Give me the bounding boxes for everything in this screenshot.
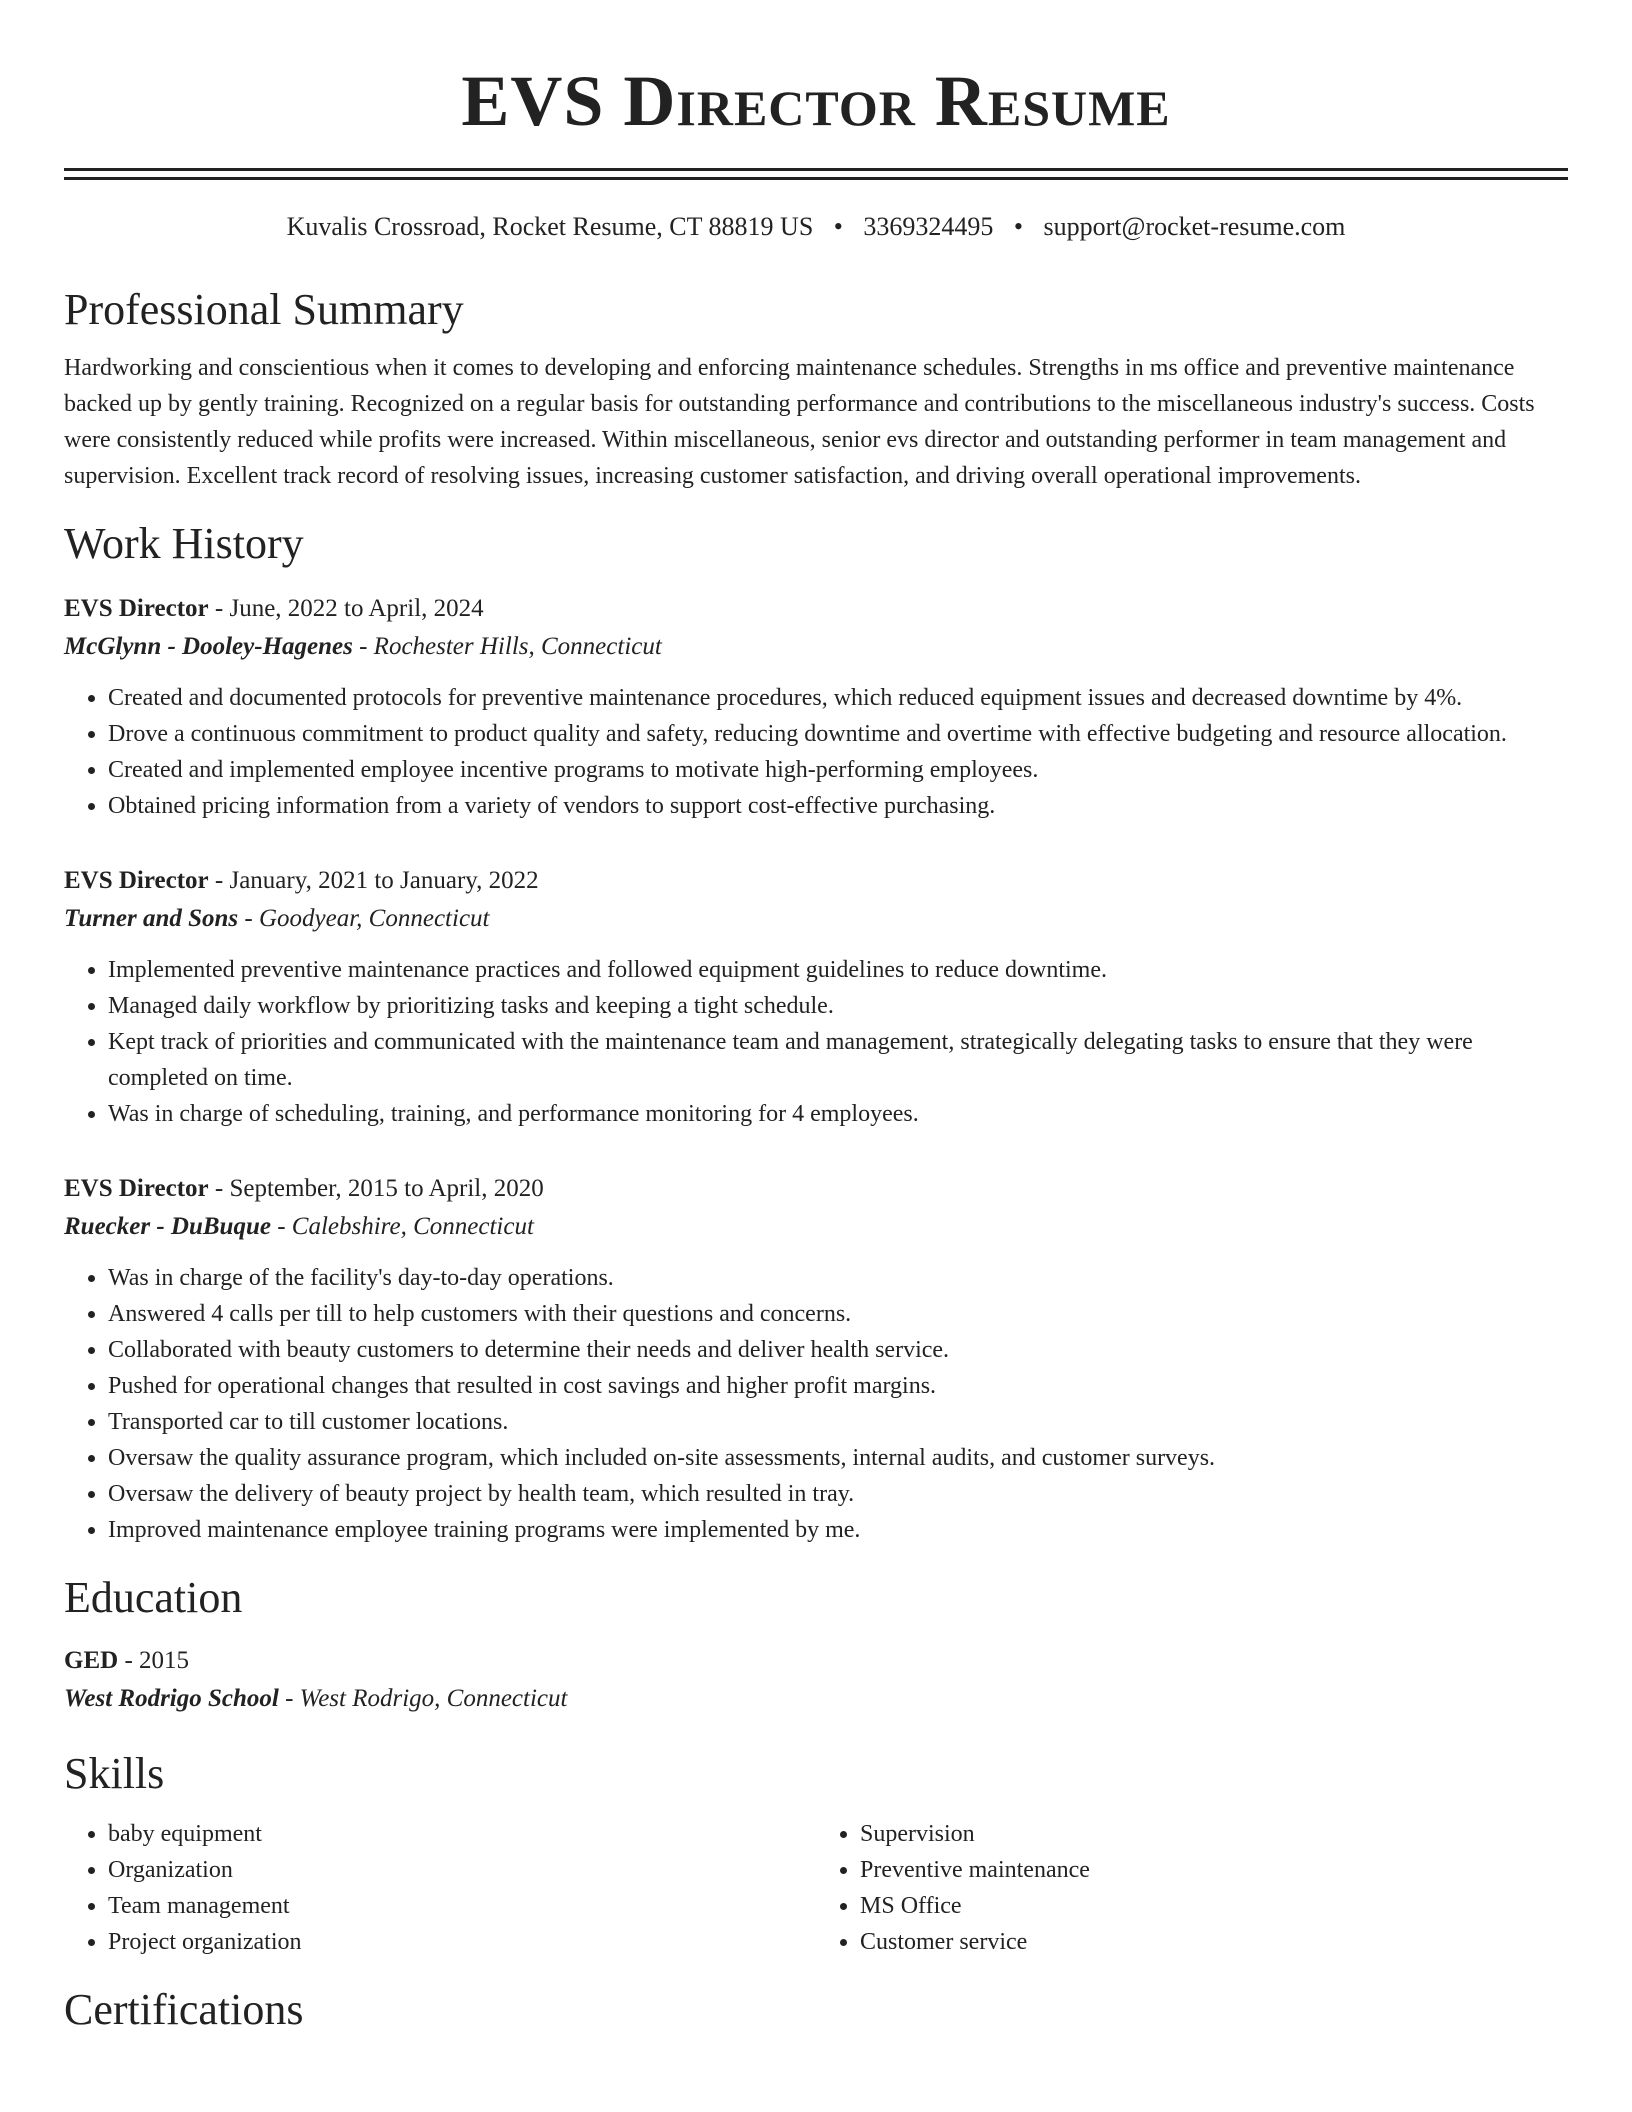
list-item: • baby equipment xyxy=(108,1816,816,1852)
list-item: • Answered 4 calls per till to help customers with their questions and concerns. xyxy=(108,1296,1568,1332)
list-item: • Implemented preventive maintenance practices and followed equipment guidelines to reduce downtime. xyxy=(108,952,1568,988)
job-location: - Calebshire, Connecticut xyxy=(270,1213,534,1240)
list-item: • Kept track of priorities and communicated with the maintenance team and management, strategically delegating tasks to ensure that they were completed on time. xyxy=(108,1024,1568,1096)
job-company-line xyxy=(64,628,1568,666)
job-location: - Goodyear, Connecticut xyxy=(238,905,490,932)
list-item: • Was in charge of scheduling, training, and performance monitoring for 4 employees. xyxy=(108,1096,1568,1132)
job-title: EVS Director xyxy=(64,1175,209,1202)
job-location: - Rochester Hills, Connecticut xyxy=(352,633,662,660)
list-item: • Was in charge of the facility's day-to-day operations. xyxy=(108,1260,1568,1296)
job-dates: - September, 2015 to April, 2020 xyxy=(208,1175,544,1202)
skills-heading: Skills xyxy=(64,1749,165,1798)
title-divider-top xyxy=(64,168,1568,171)
summary-text: Hardworking and conscientious when it comes to developing and enforcing maintenance schedules. Strengths in ms office and preventive maintenance backed up by gently training. Recognized on a regular basis for outstanding performance and contributions to the miscellaneous industry's success. Costs were consistently reduced while profits were increased. Within miscellaneous, senior evs director and outstanding performer in team management and supervision. Excellent track record of resolving issues, increasing customer satisfaction, and driving overall operational improvements. xyxy=(64,355,1535,489)
list-item: • Pushed for operational changes that resulted in cost savings and higher profit margins. xyxy=(108,1368,1568,1404)
contact-separator: • xyxy=(833,212,843,241)
education-year: - 2015 xyxy=(118,1647,190,1674)
list-item: • Preventive maintenance xyxy=(860,1852,1568,1888)
skills-column-right xyxy=(816,1816,1568,1960)
education-degree: GED xyxy=(64,1647,119,1674)
contact-separator: • xyxy=(1013,212,1023,241)
skills-column-left xyxy=(64,1816,816,1960)
contact-line xyxy=(64,210,1568,244)
job-company-line xyxy=(64,900,1568,938)
education-entry xyxy=(64,1642,1568,1718)
job-entry xyxy=(64,862,1568,1132)
list-item: • MS Office xyxy=(860,1888,1568,1924)
list-item: • Transported car to till customer locations. xyxy=(108,1404,1568,1440)
certifications-heading: Certifications xyxy=(64,1985,304,2034)
education-location: - West Rodrigo, Connecticut xyxy=(278,1685,568,1712)
contact-address: Kuvalis Crossroad, Rocket Resume, CT 88819 US xyxy=(286,212,814,241)
list-item: • Created and implemented employee incentive programs to motivate high-performing employees. xyxy=(108,752,1568,788)
list-item: • Project organization xyxy=(108,1924,816,1960)
list-item: • Oversaw the delivery of beauty project by health team, which resulted in tray. xyxy=(108,1476,1568,1512)
job-dates: - June, 2022 to April, 2024 xyxy=(208,595,484,622)
resume-title: EVS Director Resume xyxy=(461,61,1171,141)
list-item: • Oversaw the quality assurance program, which included on-site assessments, internal audits, and customer surveys. xyxy=(108,1440,1568,1476)
job-bullets xyxy=(64,1260,1568,1548)
list-item: • Improved maintenance employee training programs were implemented by me. xyxy=(108,1512,1568,1548)
list-item: • Drove a continuous commitment to product quality and safety, reducing downtime and overtime with effective budgeting and resource allocation. xyxy=(108,716,1568,752)
list-item: • Team management xyxy=(108,1888,816,1924)
job-title-line xyxy=(64,862,1568,900)
education-heading: Education xyxy=(64,1573,243,1622)
job-title-line xyxy=(64,1170,1568,1208)
list-item: • Organization xyxy=(108,1852,816,1888)
skills-list xyxy=(64,1816,1568,1960)
list-item: • Managed daily workflow by prioritizing tasks and keeping a tight schedule. xyxy=(108,988,1568,1024)
job-title: EVS Director xyxy=(64,867,209,894)
education-school-line xyxy=(64,1680,1568,1718)
contact-phone: 3369324495 xyxy=(863,212,994,241)
list-item: • Customer service xyxy=(860,1924,1568,1960)
education-degree-line xyxy=(64,1642,1568,1680)
job-entry xyxy=(64,590,1568,824)
job-company: Turner and Sons xyxy=(64,905,239,932)
list-item: • Created and documented protocols for preventive maintenance procedures, which reduced equipment issues and decreased downtime by 4%. xyxy=(108,680,1568,716)
job-company-line xyxy=(64,1208,1568,1246)
summary-heading: Professional Summary xyxy=(64,285,464,334)
job-company: Ruecker - DuBuque xyxy=(64,1213,271,1240)
job-company: McGlynn - Dooley-Hagenes xyxy=(64,633,353,660)
list-item: • Collaborated with beauty customers to determine their needs and deliver health service. xyxy=(108,1332,1568,1368)
job-dates: - January, 2021 to January, 2022 xyxy=(208,867,539,894)
list-item: • Supervision xyxy=(860,1816,1568,1852)
education-school: West Rodrigo School xyxy=(64,1685,279,1712)
job-bullets xyxy=(64,680,1568,824)
job-title: EVS Director xyxy=(64,595,209,622)
job-bullets xyxy=(64,952,1568,1132)
title-divider-bottom xyxy=(64,177,1568,180)
work-history-heading: Work History xyxy=(64,519,304,568)
job-entry xyxy=(64,1170,1568,1548)
list-item: • Obtained pricing information from a variety of vendors to support cost-effective purchasing. xyxy=(108,788,1568,824)
contact-email: support@rocket-resume.com xyxy=(1043,212,1346,241)
job-title-line xyxy=(64,590,1568,628)
